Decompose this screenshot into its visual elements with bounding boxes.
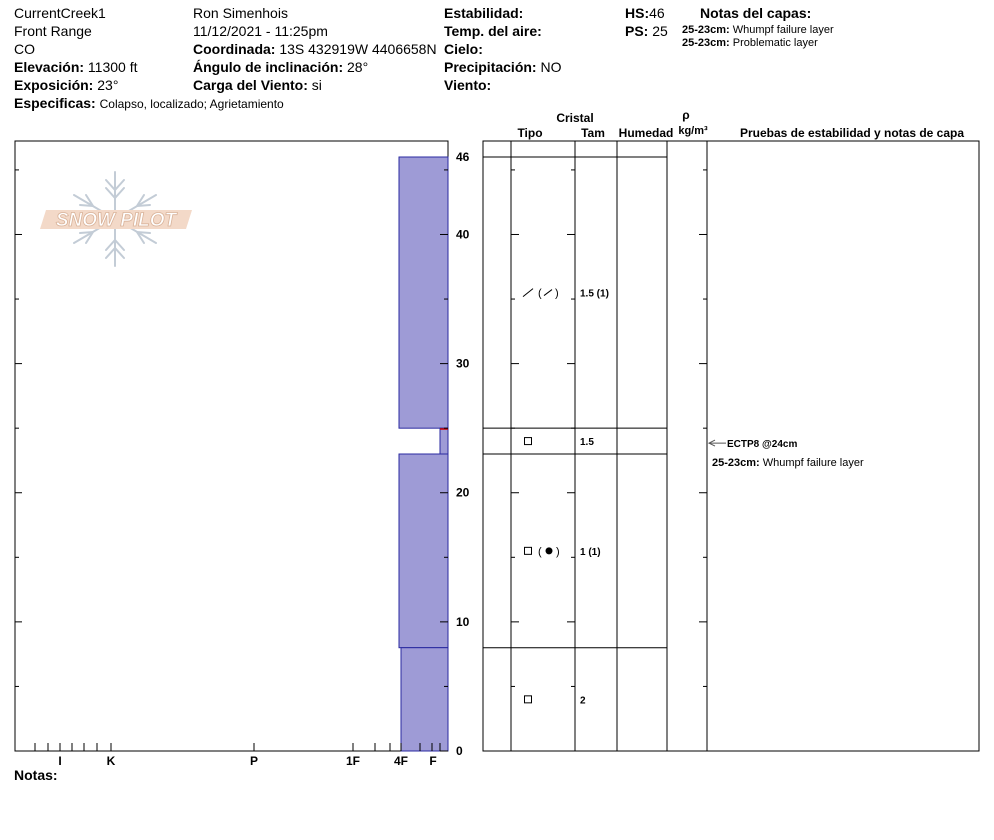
snowpilot-logo xyxy=(40,172,192,266)
coordinate-label: Coordinada: xyxy=(193,41,276,57)
aspect-label: Exposición: xyxy=(14,77,94,93)
round-grain-icon xyxy=(546,547,553,554)
precip-value: NO xyxy=(540,59,562,75)
grain-size: 1.5 xyxy=(580,437,594,449)
stability-tests xyxy=(709,439,864,469)
grain-size: 2 xyxy=(580,695,586,707)
hardness-axis xyxy=(35,743,440,768)
moisture-header: Humedad xyxy=(618,126,674,140)
observation-datetime: 11/12/2021 - 11:25pm xyxy=(193,23,328,39)
hardness-bar xyxy=(399,157,448,428)
tests-header: Pruebas de estabilidad y notas de capa xyxy=(739,126,965,140)
layer-note-annotation: 25-23cm: Whumpf failure layer xyxy=(712,457,864,469)
hardness-bar xyxy=(401,648,448,751)
hs-value: 46 xyxy=(649,5,665,21)
aspect-value: 23° xyxy=(97,77,119,93)
slope-label: Ángulo de inclinación: xyxy=(193,59,344,75)
state-name: CO xyxy=(14,41,35,57)
precip-label: Precipitación: xyxy=(444,59,537,75)
depth-tick-label: 40 xyxy=(456,227,470,242)
hardness-scale-label: F xyxy=(429,754,437,768)
specifics-value: Colapso, localizado; Agrietamiento xyxy=(99,97,284,111)
layer-note: 25-23cm: Problematic layer xyxy=(682,37,818,49)
air-temp-label: Temp. del aire: xyxy=(444,23,542,39)
ps-label: PS: xyxy=(625,23,649,39)
layer-row xyxy=(525,437,595,448)
secondary-grain-open: ( xyxy=(538,287,542,300)
stability-label: Estabilidad: xyxy=(444,5,524,21)
layer-row xyxy=(525,546,601,558)
decomposing-facet-icon xyxy=(523,289,533,297)
depth-tick-label: 10 xyxy=(456,614,470,629)
type-header: Tipo xyxy=(517,126,543,140)
secondary-facet-icon xyxy=(544,290,552,296)
square-facet-icon xyxy=(525,438,532,445)
secondary-grain-close: ) xyxy=(555,287,559,300)
hs-label: HS: xyxy=(625,5,650,21)
location-name: CurrentCreek1 xyxy=(14,5,106,21)
table-depth-ticks xyxy=(511,170,707,751)
hardness-scale-label: 4F xyxy=(393,754,409,768)
wind-load-value: si xyxy=(311,77,322,93)
grain-size: 1.5 (1) xyxy=(580,288,609,300)
depth-tick-label: 20 xyxy=(456,485,470,500)
rho-header: ρ xyxy=(682,108,690,122)
wind-label: Viento: xyxy=(444,77,492,93)
secondary-grain-close: ) xyxy=(556,545,560,558)
wind-load-label: Carga del Viento: xyxy=(193,77,308,93)
elevation-label: Elevación: xyxy=(14,59,85,75)
square-facet-icon xyxy=(525,547,532,554)
hardness-scale-label: 1F xyxy=(345,754,361,768)
table-columns xyxy=(511,141,707,751)
layer-notes-title: Notas del capas: xyxy=(700,5,812,21)
notes-row xyxy=(14,766,58,784)
density-unit-header: kg/m³ xyxy=(678,125,708,137)
elevation-value: 11300 ft xyxy=(87,59,138,75)
depth-tick-label: 30 xyxy=(456,356,470,371)
grain-size: 1 (1) xyxy=(580,546,601,558)
crystal-header: Cristal xyxy=(556,111,594,125)
hardness-bars xyxy=(399,157,448,751)
size-header: Tam xyxy=(581,126,605,140)
depth-tick-label: 46 xyxy=(456,150,470,164)
logo-text: SNOW PILOT xyxy=(55,210,177,231)
square-facet-icon xyxy=(525,696,532,703)
hardness-bar xyxy=(440,428,448,454)
hardness-scale-label: K xyxy=(106,754,116,768)
coordinate-value: 13S 432919W 4406658N xyxy=(279,41,437,57)
layer-row xyxy=(523,288,609,300)
ps-value: 25 xyxy=(652,23,668,39)
sky-label: Cielo: xyxy=(444,41,483,57)
depth-tick-label: 0 xyxy=(456,744,463,758)
stability-test-result: ECTP8 @24cm xyxy=(727,439,798,451)
hardness-scale-label: P xyxy=(249,754,259,768)
range-name: Front Range xyxy=(14,23,92,39)
hardness-scale-label: I xyxy=(58,754,62,768)
hardness-bar xyxy=(399,454,448,648)
notes-label: Notas: xyxy=(14,767,58,783)
observer-name: Ron Simenhois xyxy=(193,5,288,21)
layer-note: 25-23cm: Whumpf failure layer xyxy=(682,24,834,36)
secondary-grain-open: ( xyxy=(538,545,542,558)
layer-row xyxy=(525,695,587,706)
slope-value: 28° xyxy=(347,59,369,75)
specifics-label: Especificas: xyxy=(14,95,96,111)
